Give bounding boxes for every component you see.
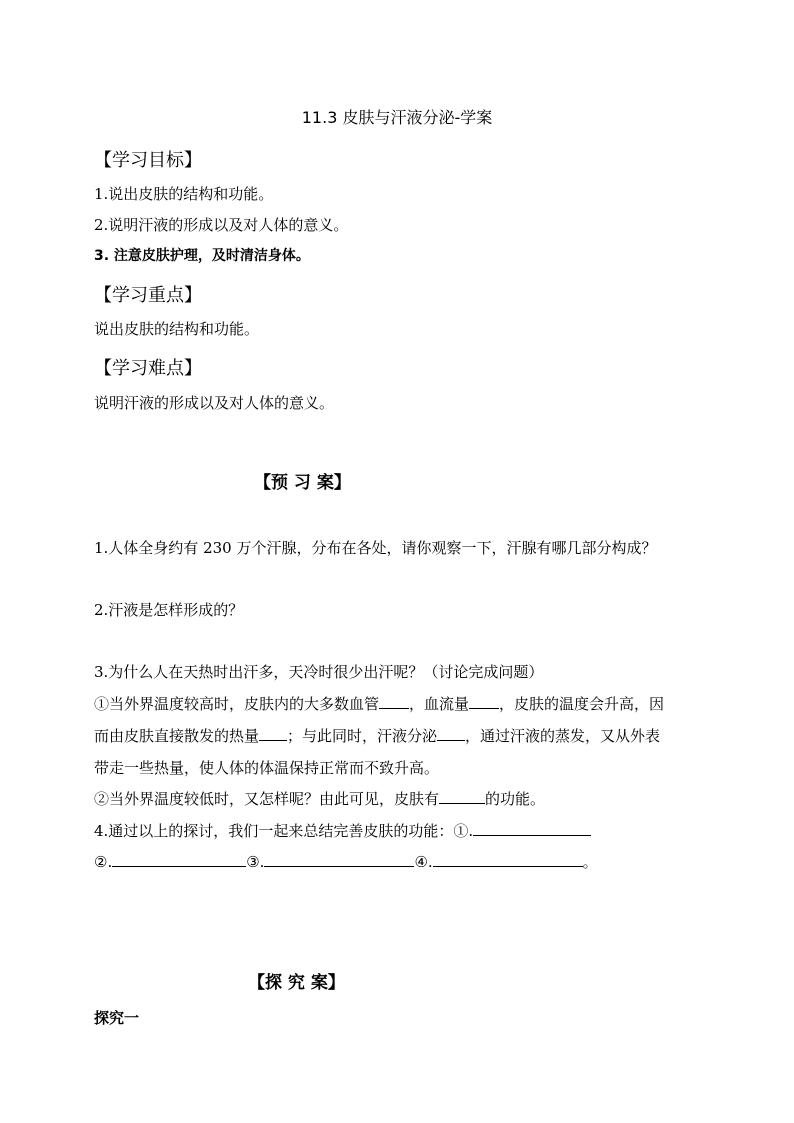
preview-question-3: 3.为什么人在天热时出汗多，天冷时很少出汗呢？（讨论完成问题） xyxy=(94,663,544,681)
objective-item: 1.说出皮肤的结构和功能。 xyxy=(94,185,274,203)
question-4-line-2 xyxy=(94,852,598,872)
q3-text: 而由皮肤直接散发的热量 xyxy=(94,727,260,745)
question-3-line-4 xyxy=(94,789,545,809)
q4-text: 4.通过以上的探讨，我们一起来总结完善皮肤的功能：①. xyxy=(94,822,474,840)
preview-question-1: 1.人体全身约有 230 万个汗腺，分布在各处，请你观察一下，汗腺有哪几部分构成？ xyxy=(94,539,657,557)
objective-item: 2.说明汗液的形成以及对人体的意义。 xyxy=(94,216,349,234)
difficulties-heading: 【学习难点】 xyxy=(94,358,202,379)
answer-blank[interactable] xyxy=(473,821,591,836)
answer-blank[interactable] xyxy=(437,726,465,741)
q3-text: ；与此同时，汗液分泌 xyxy=(287,727,438,745)
answer-blank[interactable] xyxy=(379,694,409,709)
answer-blank[interactable] xyxy=(433,852,583,867)
difficulties-text: 说明汗液的形成以及对人体的意义。 xyxy=(94,394,335,412)
answer-blank[interactable] xyxy=(439,789,485,804)
q3-text: ，皮肤的温度会升高，因 xyxy=(499,695,665,713)
objectives-heading: 【学习目标】 xyxy=(94,150,202,171)
answer-blank[interactable] xyxy=(264,852,414,867)
key-points-heading: 【学习重点】 xyxy=(94,285,202,306)
question-4-line-1 xyxy=(94,821,591,841)
q4-text: ③. xyxy=(246,853,265,871)
answer-blank[interactable] xyxy=(112,852,246,867)
answer-blank[interactable] xyxy=(259,726,287,741)
explore-heading: 【探 究 案】 xyxy=(248,973,345,993)
q3-text: 的功能。 xyxy=(485,790,546,808)
q3-text: ，血流量 xyxy=(409,695,470,713)
q3-text: ，通过汗液的蒸发，又从外表 xyxy=(465,727,661,745)
key-points-text: 说出皮肤的结构和功能。 xyxy=(94,320,260,338)
preview-question-2: 2.汗液是怎样形成的？ xyxy=(94,601,244,619)
question-3-line-2 xyxy=(94,726,660,746)
explore-subheading: 探究一 xyxy=(94,1009,140,1027)
q4-text: ②. xyxy=(94,853,113,871)
q3-text: ②当外界温度较低时，又怎样呢？由此可见，皮肤有 xyxy=(94,790,440,808)
q3-text: ①当外界温度较高时，皮肤内的大多数血管 xyxy=(94,695,380,713)
question-3-line-3: 带走一些热量，使人体的体温保持正常而不致升高。 xyxy=(94,759,440,777)
objective-item: 3. 注意皮肤护理，及时清洁身体。 xyxy=(94,248,310,264)
page-title: 11.3 皮肤与汗液分泌-学案 xyxy=(301,108,493,127)
answer-blank[interactable] xyxy=(469,694,499,709)
q4-text: ④. xyxy=(414,853,433,871)
q4-text: 。 xyxy=(582,853,598,871)
preview-heading: 【预 习 案】 xyxy=(254,473,351,493)
question-3-line-1 xyxy=(94,694,664,714)
